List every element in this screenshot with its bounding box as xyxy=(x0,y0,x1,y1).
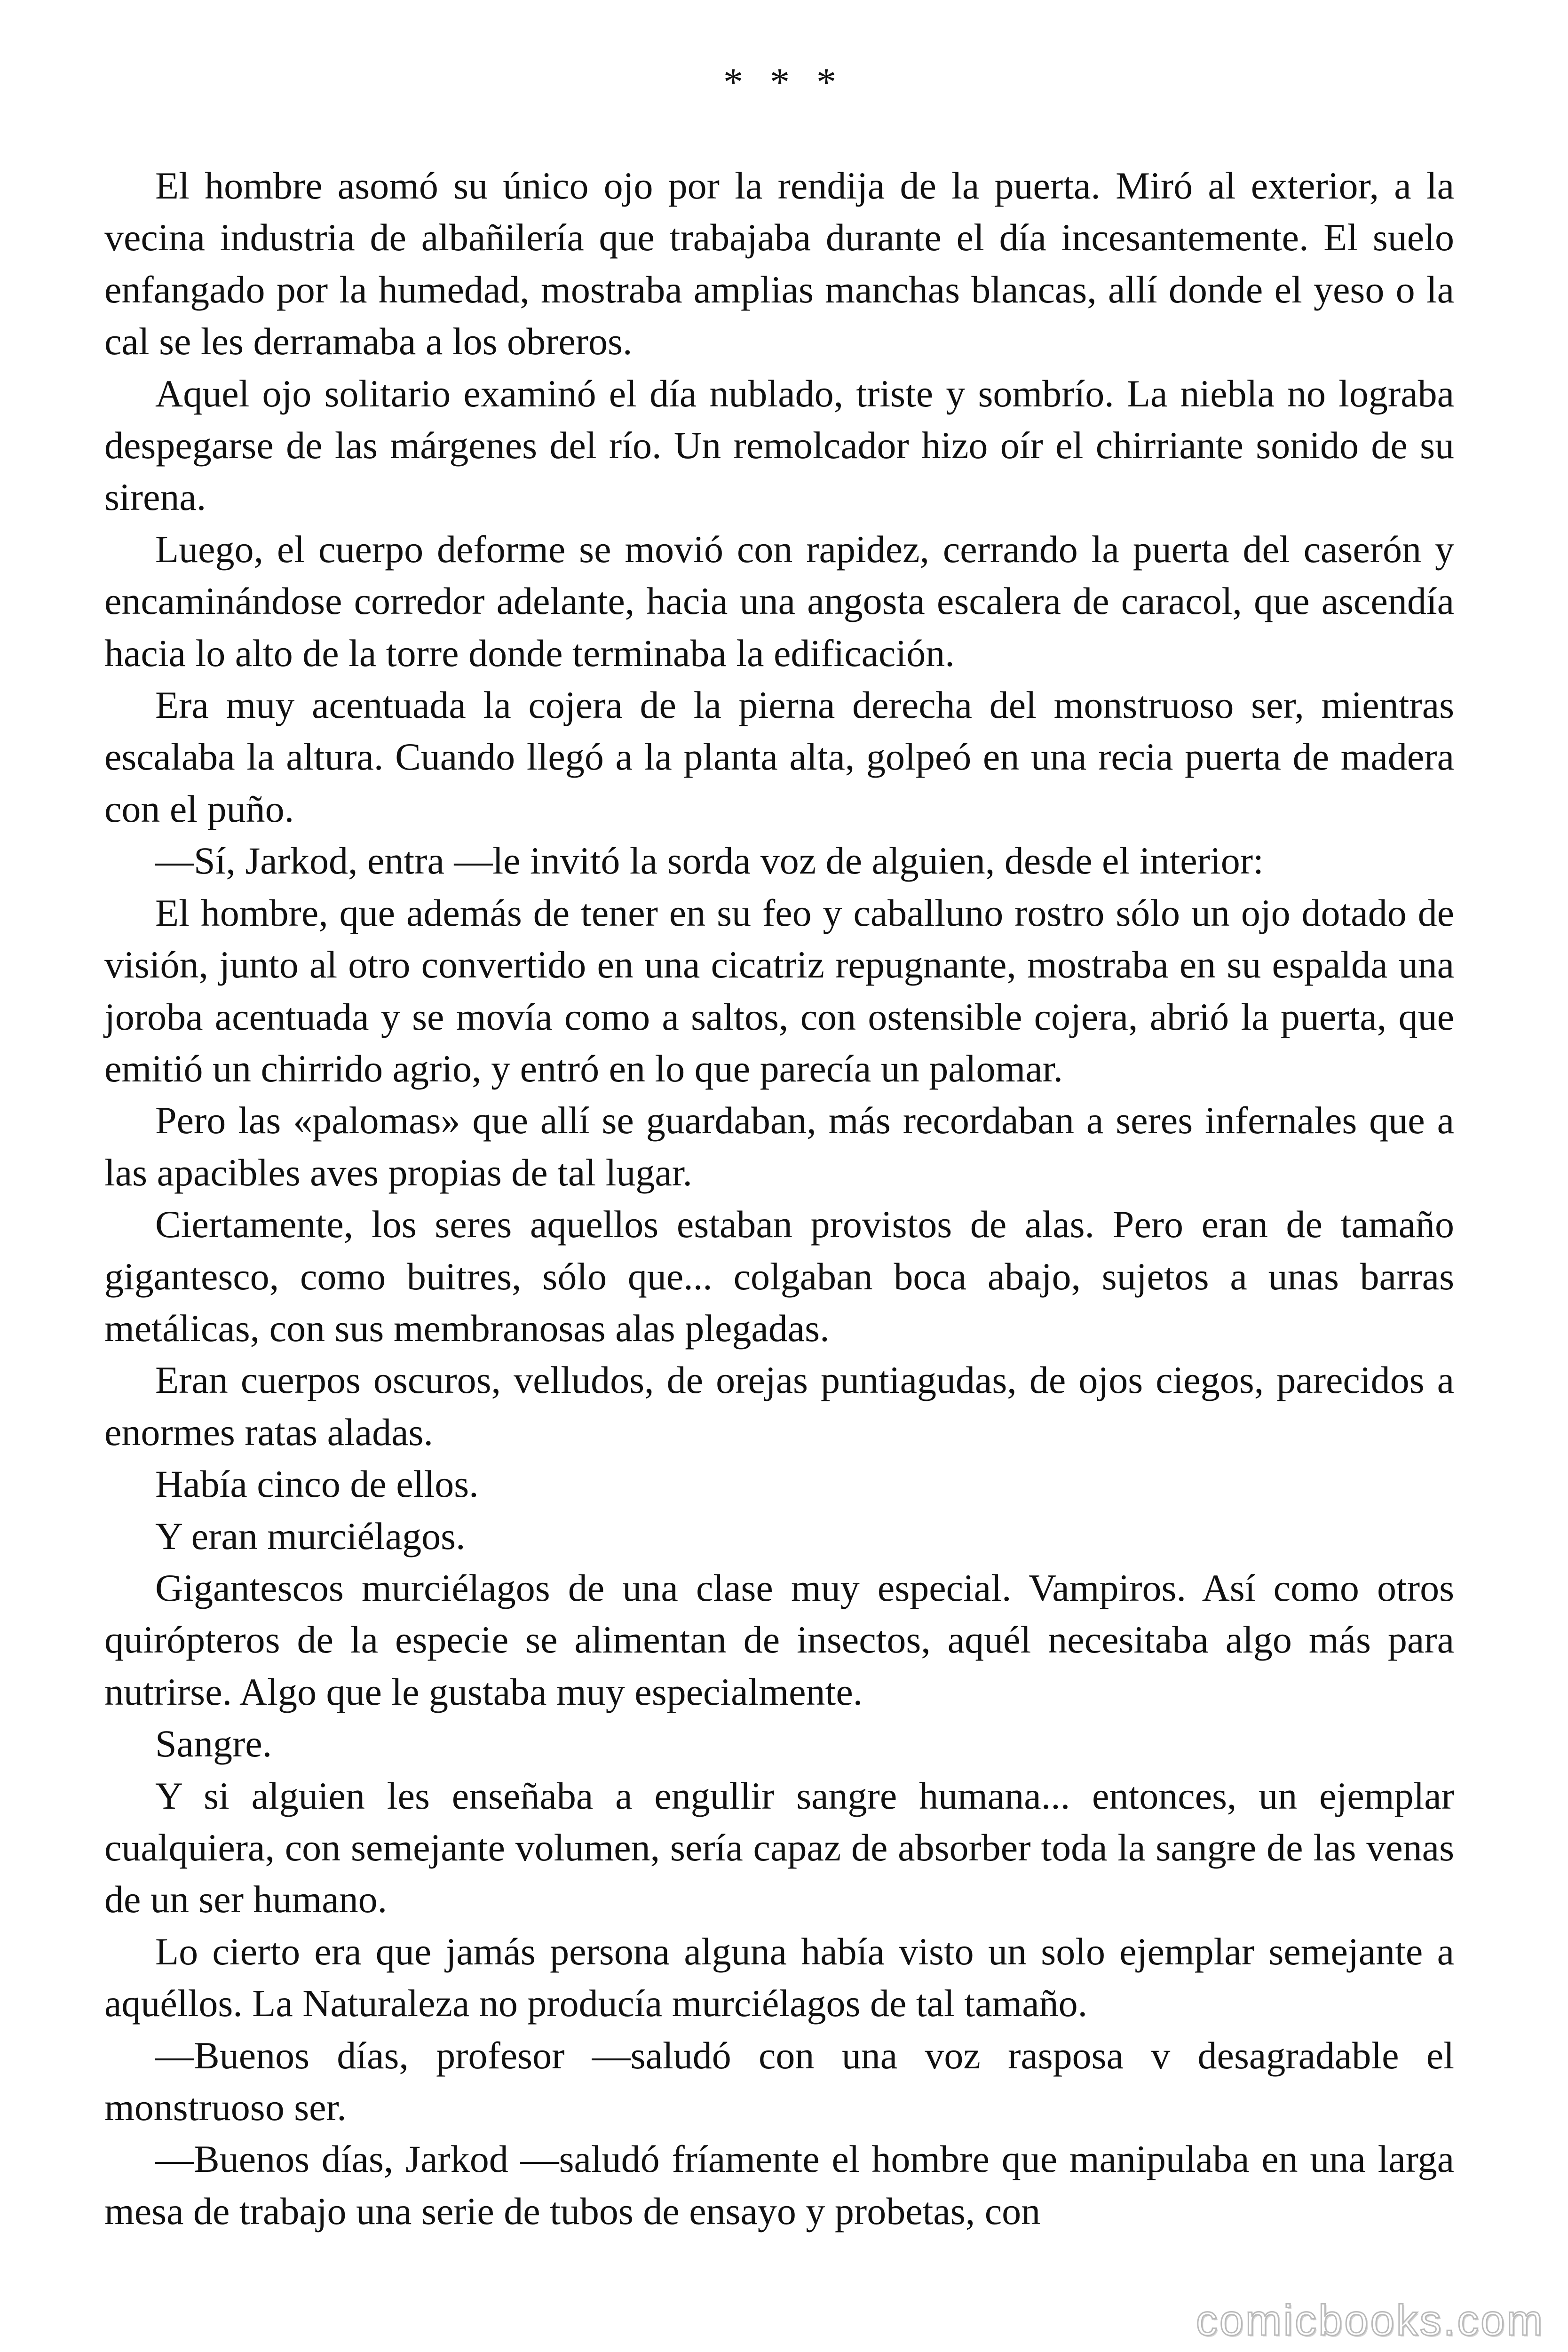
paragraph: Aquel ojo solitario examinó el día nublado, triste y sombrío. La niebla no lograba despegarse de las márgenes del río. Un remolcador hizo oír el chirriante sonido de su sirena. xyxy=(104,372,1454,519)
paragraph: —Buenos días, profesor —saludó con una voz rasposa v desagradable el monstruoso ser. xyxy=(104,2034,1454,2129)
paragraph: El hombre, que además de tener en su feo y caballuno rostro sólo un ojo dotado de visión, junto al otro convertido en una cicatriz repugnante, mostraba en su espalda una joroba acentuada y se movía como a saltos, con ostensible cojera, abrió la puerta, que emitió un chirrido agrio, y entró en lo que parecía un palomar. xyxy=(104,891,1454,1090)
paragraph: Gigantescos murciélagos de una clase muy especial. Vampiros. Así como otros quirópteros de la especie se alimentan de insectos, aquél necesitaba algo más para nutrirse. Algo que le gustaba muy especialmente. xyxy=(104,1566,1454,1713)
body-text xyxy=(104,160,1454,2237)
section-separator: * * * xyxy=(723,60,845,104)
watermark-logo: comicbooks.com xyxy=(1196,2296,1544,2344)
paragraph: Era muy acentuada la cojera de la pierna derecha del monstruoso ser, mientras escalaba la altura. Cuando llegó a la planta alta, golpeó en una recia puerta de madera con el puño. xyxy=(104,683,1454,830)
paragraph: —Sí, Jarkod, entra —le invitó la sorda voz de alguien, desde el interior: xyxy=(155,839,1264,882)
paragraph: Ciertamente, los seres aquellos estaban provistos de alas. Pero eran de tamaño gigantesco, como buitres, sólo que... colgaban boca abajo, sujetos a unas barras metálicas, con sus membranosas alas plegadas. xyxy=(104,1203,1454,1350)
paragraph: Pero las «palomas» que allí se guardaban, más recordaban a seres infernales que a las apacibles aves propias de tal lugar. xyxy=(104,1099,1454,1194)
paragraph: El hombre asomó su único ojo por la rendija de la puerta. Miró al exterior, a la vecina industria de albañilería que trabajaba durante el día incesantemente. El suelo enfangado por la humedad, mostraba amplias manchas blancas, allí donde el yeso o la cal se les derramaba a los obreros. xyxy=(104,164,1454,363)
paragraph: Lo cierto era que jamás persona alguna había visto un solo ejemplar semejante a aquéllos. La Naturaleza no producía murciélagos de tal tamaño. xyxy=(104,1930,1454,2025)
paragraph: Eran cuerpos oscuros, velludos, de orejas puntiagudas, de ojos ciegos, parecidos a enormes ratas aladas. xyxy=(104,1359,1454,1454)
paragraph: Sangre. xyxy=(155,1722,272,1765)
paragraph: Había cinco de ellos. xyxy=(155,1462,479,1506)
paragraph: Y si alguien les enseñaba a engullir sangre humana... entonces, un ejemplar cualquiera, con semejante volumen, sería capaz de absorber toda la sangre de las venas de un ser humano. xyxy=(104,1774,1454,1921)
paragraph: Luego, el cuerpo deforme se movió con rapidez, cerrando la puerta del caserón y encaminándose corredor adelante, hacia una angosta escalera de caracol, que ascendía hacia lo alto de la torre donde terminaba la edificación. xyxy=(104,527,1454,675)
paragraph: —Buenos días, Jarkod —saludó fríamente el hombre que manipulaba en una larga mesa de trabajo una serie de tubos de ensayo y probetas, con xyxy=(104,2137,1454,2233)
paragraph: Y eran murciélagos. xyxy=(155,1514,466,1557)
